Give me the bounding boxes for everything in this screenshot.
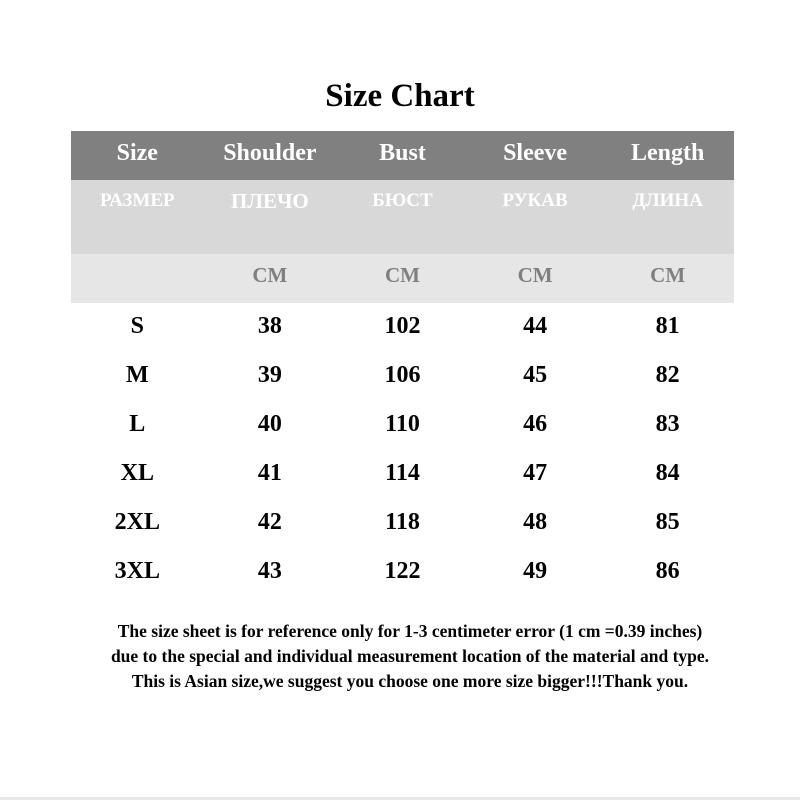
table-row (71, 401, 734, 450)
cell-shoulder: 40 (257, 411, 282, 437)
note-line: This is Asian size,we suggest you choose one more size bigger!!!Thank you. (131, 671, 689, 691)
cell-length: 82 (655, 362, 680, 388)
cell-length: 83 (655, 411, 680, 437)
size-table (71, 131, 734, 597)
table-row (71, 548, 734, 597)
cell-bust: 106 (384, 362, 421, 388)
unit-sleeve: CM (517, 263, 553, 287)
cell-length: 84 (655, 460, 680, 486)
header-length: Length (630, 140, 705, 166)
header-size: Size (116, 140, 158, 166)
header-length-ru: ДЛИНА (632, 190, 703, 211)
note-line: due to the special and individual measurement location of the material and type. (110, 646, 710, 666)
table-row (71, 352, 734, 401)
cell-length: 86 (655, 558, 680, 584)
unit-size (71, 254, 204, 303)
cell-bust: 102 (384, 313, 421, 339)
unit-bust: CM (384, 263, 420, 287)
header-shoulder: Shoulder (223, 140, 317, 166)
cell-size: XL (120, 460, 154, 486)
cell-sleeve: 46 (523, 411, 548, 437)
cell-bust: 122 (384, 558, 421, 584)
cell-shoulder: 39 (257, 362, 282, 388)
cell-size: M (125, 362, 149, 388)
table-row (71, 450, 734, 499)
header-bust: Bust (379, 140, 426, 166)
cell-shoulder: 42 (257, 509, 282, 535)
header-bust-ru: БЮСТ (372, 190, 433, 211)
cell-size: 3XL (114, 558, 160, 584)
cell-size: S (130, 313, 144, 339)
table-row (71, 303, 734, 352)
cell-sleeve: 48 (523, 509, 548, 535)
cell-sleeve: 49 (523, 558, 548, 584)
cell-size: L (129, 411, 146, 437)
cell-length: 81 (655, 313, 680, 339)
cell-bust: 118 (385, 509, 420, 535)
note-line: The size sheet is for reference only for 1-3 centimeter error (1 cm =0.39 inches) (117, 621, 703, 641)
header-sleeve-ru: РУКАВ (502, 190, 568, 211)
cell-size: 2XL (114, 509, 160, 535)
unit-shoulder: CM (252, 263, 288, 287)
header-sleeve: Sleeve (503, 140, 568, 166)
header-row-russian (71, 180, 734, 254)
cell-sleeve: 45 (523, 362, 548, 388)
cell-shoulder: 41 (257, 460, 282, 486)
cell-length: 85 (655, 509, 680, 535)
size-note (0, 619, 800, 694)
header-row-english (71, 131, 734, 180)
table-row (71, 499, 734, 548)
cell-shoulder: 43 (257, 558, 282, 584)
cell-sleeve: 44 (523, 313, 548, 339)
cell-bust: 114 (385, 460, 420, 486)
header-shoulder-ru: ПЛЕЧО (231, 189, 309, 213)
cell-sleeve: 47 (523, 460, 548, 486)
page-title: Size Chart (325, 78, 475, 114)
header-size-ru: РАЗМЕР (99, 190, 175, 211)
units-row (71, 254, 734, 303)
cell-shoulder: 38 (257, 313, 282, 339)
unit-length: CM (650, 263, 686, 287)
cell-bust: 110 (385, 411, 420, 437)
